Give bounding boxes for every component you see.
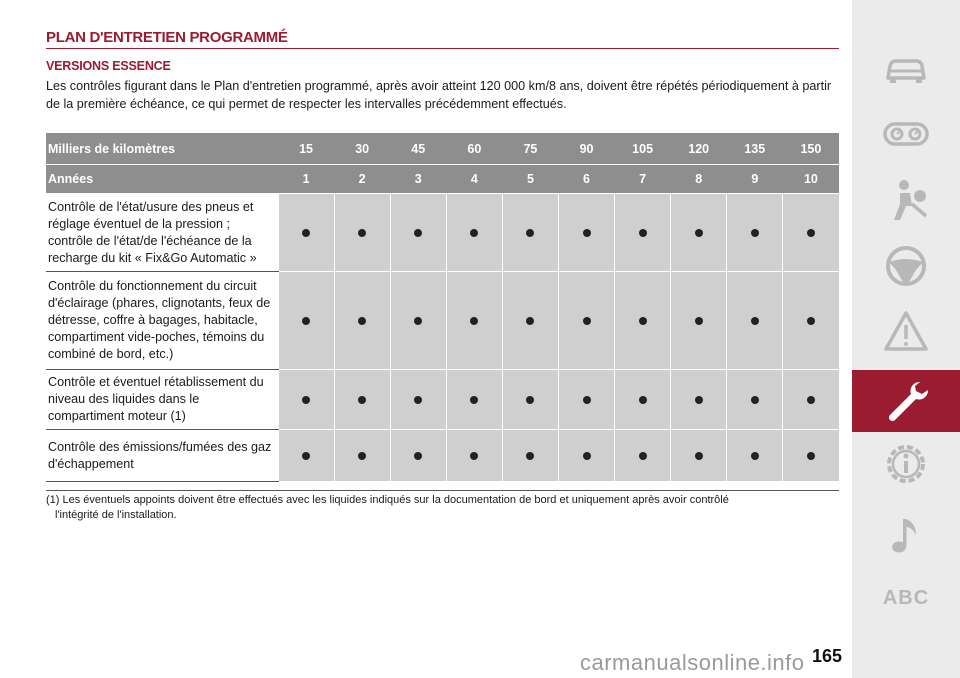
header-row-years (46, 165, 839, 194)
check-dot-icon (695, 396, 703, 404)
header-year-6: 6 (558, 165, 614, 194)
schedule-cell (615, 272, 671, 370)
check-dot-icon (807, 229, 815, 237)
check-dot-icon (414, 229, 422, 237)
schedule-cell (390, 430, 446, 482)
check-dot-icon (695, 452, 703, 460)
schedule-cell (446, 430, 502, 482)
check-dot-icon (639, 452, 647, 460)
header-km-90: 90 (558, 133, 614, 165)
check-dot-icon (358, 229, 366, 237)
check-dot-icon (695, 229, 703, 237)
check-dot-icon (751, 317, 759, 325)
check-dot-icon (302, 396, 310, 404)
footnote-text-line2: l'intégrité de l'installation. (55, 509, 177, 521)
header-year-9: 9 (727, 165, 783, 194)
schedule-cell (446, 370, 502, 430)
header-km-105: 105 (615, 133, 671, 165)
row-description: Contrôle des émissions/fumées des gaz d'échappement (46, 430, 278, 482)
maintenance-table (46, 133, 839, 482)
schedule-cell (390, 194, 446, 272)
schedule-cell (390, 370, 446, 430)
steering-wheel-icon (882, 242, 930, 290)
check-dot-icon (358, 396, 366, 404)
row-description: Contrôle et éventuel rétablissement du niveau des liquides dans le compartiment moteur (1) (46, 370, 278, 430)
title-divider (46, 48, 839, 49)
schedule-cell (727, 272, 783, 370)
header-km-60: 60 (446, 133, 502, 165)
check-dot-icon (695, 317, 703, 325)
schedule-cell (615, 194, 671, 272)
check-dot-icon (470, 396, 478, 404)
wrench-icon (882, 377, 930, 425)
header-year-1: 1 (278, 165, 334, 194)
schedule-cell (671, 370, 727, 430)
check-dot-icon (302, 229, 310, 237)
sidebar-item-index[interactable] (852, 568, 960, 628)
check-dot-icon (526, 452, 534, 460)
header-year-8: 8 (671, 165, 727, 194)
check-dot-icon (470, 452, 478, 460)
check-dot-icon (751, 229, 759, 237)
header-year-10: 10 (783, 165, 839, 194)
check-dot-icon (358, 317, 366, 325)
schedule-cell (334, 194, 390, 272)
airbag-icon (882, 176, 930, 224)
schedule-cell (334, 370, 390, 430)
schedule-cell (502, 430, 558, 482)
schedule-cell (615, 430, 671, 482)
check-dot-icon (583, 317, 591, 325)
check-dot-icon (583, 229, 591, 237)
check-dot-icon (639, 396, 647, 404)
header-year-5: 5 (502, 165, 558, 194)
schedule-cell (558, 272, 614, 370)
sidebar-item-airbag[interactable] (852, 170, 960, 230)
schedule-cell (502, 272, 558, 370)
warning-icon (882, 308, 930, 356)
table-row (46, 272, 839, 370)
header-years-label: Années (46, 165, 278, 194)
music-note-icon (882, 511, 930, 559)
schedule-cell (334, 430, 390, 482)
schedule-cell (278, 272, 334, 370)
header-row-kilometers (46, 133, 839, 165)
table-row (46, 370, 839, 430)
schedule-cell (278, 370, 334, 430)
schedule-cell (727, 370, 783, 430)
schedule-cell (727, 430, 783, 482)
section-subtitle: VERSIONS ESSENCE (46, 59, 171, 73)
table-row (46, 194, 839, 272)
info-gear-icon (882, 440, 930, 488)
check-dot-icon (639, 317, 647, 325)
check-dot-icon (526, 396, 534, 404)
check-dot-icon (807, 452, 815, 460)
sidebar-item-warning[interactable] (852, 302, 960, 362)
check-dot-icon (526, 229, 534, 237)
header-year-2: 2 (334, 165, 390, 194)
page-content (46, 28, 839, 113)
check-dot-icon (751, 452, 759, 460)
sidebar-item-multimedia[interactable] (852, 505, 960, 565)
abc-icon: ABC (882, 586, 930, 609)
header-km-135: 135 (727, 133, 783, 165)
check-dot-icon (639, 229, 647, 237)
check-dot-icon (526, 317, 534, 325)
page-title: PLAN D'ENTRETIEN PROGRAMMÉ (46, 29, 288, 46)
check-dot-icon (807, 317, 815, 325)
schedule-cell (446, 194, 502, 272)
check-dot-icon (302, 452, 310, 460)
schedule-cell (278, 194, 334, 272)
sidebar-item-dashboard[interactable] (852, 104, 960, 164)
schedule-cell (334, 272, 390, 370)
sidebar-item-steering[interactable] (852, 236, 960, 296)
row-description: Contrôle de l'état/usure des pneus et réglage éventuel de la pression ; contrôle de l'état/de l'échéance de la recharge du kit « Fix&Go Automatic » (46, 194, 278, 272)
schedule-cell (278, 430, 334, 482)
check-dot-icon (583, 452, 591, 460)
check-dot-icon (302, 317, 310, 325)
footnote-number: (1) (46, 494, 60, 506)
sidebar-item-car[interactable] (852, 40, 960, 100)
schedule-cell (783, 272, 839, 370)
check-dot-icon (470, 229, 478, 237)
check-dot-icon (414, 396, 422, 404)
row-description: Contrôle du fonctionnement du circuit d'éclairage (phares, clignotants, feux de détresse, coffre à bagages, habitacle, compartiment vide-poches, témoins du combiné de bord, etc.) (46, 272, 278, 370)
header-year-4: 4 (446, 165, 502, 194)
header-km-15: 15 (278, 133, 334, 165)
check-dot-icon (807, 396, 815, 404)
check-dot-icon (414, 452, 422, 460)
schedule-cell (615, 370, 671, 430)
header-km-150: 150 (783, 133, 839, 165)
sidebar-item-info[interactable] (852, 434, 960, 494)
watermark: carmanualsonline.info (580, 650, 805, 675)
dashboard-icon (882, 110, 930, 158)
header-km-label: Milliers de kilomètres (46, 133, 278, 165)
schedule-cell (558, 370, 614, 430)
check-dot-icon (751, 396, 759, 404)
footnote-text-line1: Les éventuels appoints doivent être effectués avec les liquides indiqués sur la documentation de bord et uniquement après avoir contrôlé (62, 494, 729, 506)
check-dot-icon (358, 452, 366, 460)
schedule-cell (446, 272, 502, 370)
schedule-cell (502, 370, 558, 430)
schedule-cell (558, 430, 614, 482)
schedule-cell (671, 194, 727, 272)
schedule-cell (390, 272, 446, 370)
check-dot-icon (414, 317, 422, 325)
page-number: 165 (812, 646, 843, 666)
footnote (46, 490, 839, 523)
chapter-sidebar (852, 0, 960, 678)
schedule-cell (727, 194, 783, 272)
schedule-cell (783, 370, 839, 430)
table-row (46, 430, 839, 482)
intro-paragraph: Les contrôles figurant dans le Plan d'entretien programmé, après avoir atteint 120 000 km/8 ans, doivent être répétés périodiquement à partir de la première échéance, ce qui permet de respecter les intervalles précédemment effectués. (46, 79, 832, 111)
schedule-cell (502, 194, 558, 272)
schedule-cell (558, 194, 614, 272)
schedule-cell (671, 272, 727, 370)
schedule-cell (783, 430, 839, 482)
check-dot-icon (583, 396, 591, 404)
header-year-7: 7 (615, 165, 671, 194)
header-year-3: 3 (390, 165, 446, 194)
car-icon (882, 46, 930, 94)
sidebar-item-maintenance[interactable] (852, 370, 960, 432)
header-km-120: 120 (671, 133, 727, 165)
schedule-cell (783, 194, 839, 272)
check-dot-icon (470, 317, 478, 325)
header-km-75: 75 (502, 133, 558, 165)
schedule-cell (671, 430, 727, 482)
header-km-45: 45 (390, 133, 446, 165)
header-km-30: 30 (334, 133, 390, 165)
